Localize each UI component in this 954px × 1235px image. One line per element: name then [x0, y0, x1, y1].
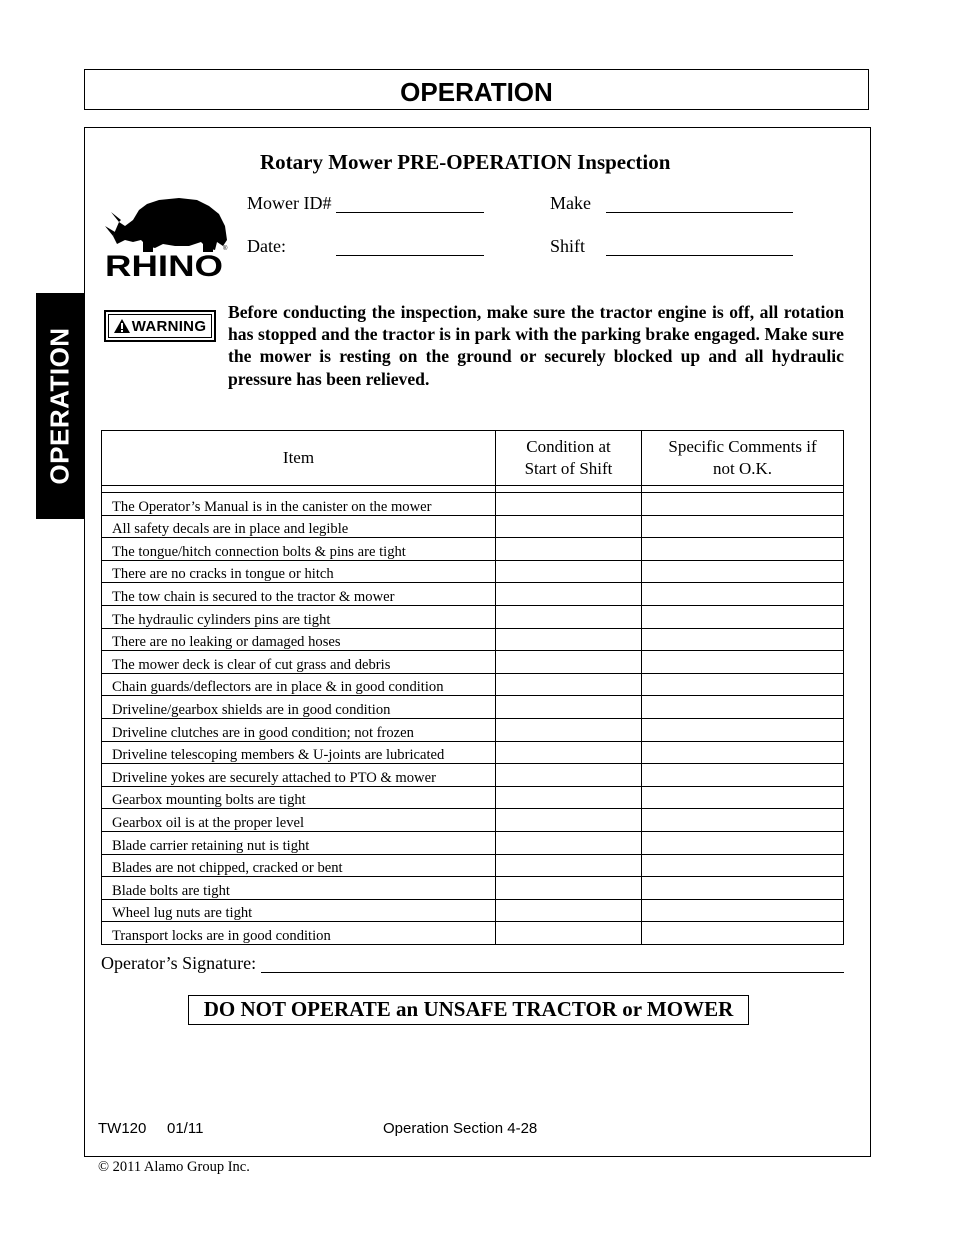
form-title: Rotary Mower PRE-OPERATION Inspection [260, 150, 671, 174]
shift-field[interactable] [606, 255, 793, 256]
section-side-tab [36, 293, 84, 519]
comments-cell[interactable] [642, 764, 844, 787]
checklist-item: Gearbox mounting bolts are tight [102, 786, 496, 809]
checklist-item: Gearbox oil is at the proper level [102, 809, 496, 832]
rhino-logo [103, 196, 235, 280]
footer-date: 01/11 [167, 1120, 204, 1137]
safety-notice-box [188, 995, 749, 1025]
condition-cell[interactable] [496, 605, 642, 628]
footer-model: TW120 [98, 1120, 147, 1137]
comments-cell[interactable] [642, 877, 844, 900]
condition-cell[interactable] [496, 515, 642, 538]
inspection-checklist-table [101, 430, 844, 945]
checklist-row [102, 741, 844, 764]
comments-cell[interactable] [642, 922, 844, 945]
comments-cell[interactable] [642, 696, 844, 719]
condition-cell[interactable] [496, 922, 642, 945]
warning-text: Before conducting the inspection, make sure the tractor engine is off, all rotation has stopped and the tractor is in park with the parking brake engaged. Make sure the mower is resting on the ground or securely blocked up and all hydraulic pressure has been relieved. [228, 302, 844, 389]
column-header-condition: Condition at Start of Shift [496, 431, 642, 486]
date-label: Date: [247, 236, 286, 256]
condition-cell[interactable] [496, 899, 642, 922]
checklist-row [102, 493, 844, 516]
checklist-row [102, 764, 844, 787]
checklist-row [102, 922, 844, 945]
svg-text:®: ® [223, 246, 228, 252]
comments-cell[interactable] [642, 718, 844, 741]
checklist-row [102, 696, 844, 719]
comments-cell[interactable] [642, 605, 844, 628]
condition-cell[interactable] [496, 673, 642, 696]
condition-cell[interactable] [496, 538, 642, 561]
warning-badge [104, 310, 216, 342]
comments-cell[interactable] [642, 831, 844, 854]
checklist-row [102, 718, 844, 741]
checklist-item: The tongue/hitch connection bolts & pins are tight [102, 538, 496, 561]
checklist-item: There are no leaking or damaged hoses [102, 628, 496, 651]
footer-section: Operation Section 4-28 [383, 1120, 538, 1137]
condition-cell[interactable] [496, 831, 642, 854]
checklist-item: The hydraulic cylinders pins are tight [102, 605, 496, 628]
comments-cell[interactable] [642, 899, 844, 922]
checklist-item: The mower deck is clear of cut grass and debris [102, 651, 496, 674]
checklist-item: Wheel lug nuts are tight [102, 899, 496, 922]
comments-cell[interactable] [642, 538, 844, 561]
checklist-item: Transport locks are in good condition [102, 922, 496, 945]
checklist-item: Driveline/gearbox shields are in good condition [102, 696, 496, 719]
comments-cell[interactable] [642, 651, 844, 674]
checklist-item: Chain guards/deflectors are in place & in good condition [102, 673, 496, 696]
condition-cell[interactable] [496, 786, 642, 809]
comments-cell[interactable] [642, 673, 844, 696]
operator-signature-field[interactable] [261, 972, 844, 973]
shift-label: Shift [550, 236, 586, 256]
checklist-row [102, 809, 844, 832]
condition-cell[interactable] [496, 764, 642, 787]
safety-notice-text: DO NOT OPERATE an UNSAFE TRACTOR or MOWER [203, 997, 734, 1021]
page-title: OPERATION [400, 77, 553, 107]
date-field[interactable] [336, 255, 484, 256]
checklist-row [102, 786, 844, 809]
checklist-item: Blade bolts are tight [102, 877, 496, 900]
comments-cell[interactable] [642, 786, 844, 809]
comments-cell[interactable] [642, 493, 844, 516]
checklist-row [102, 560, 844, 583]
comments-cell[interactable] [642, 628, 844, 651]
checklist-row [102, 673, 844, 696]
checklist-row [102, 538, 844, 561]
condition-cell[interactable] [496, 696, 642, 719]
checklist-item: The tow chain is secured to the tractor & mower [102, 583, 496, 606]
condition-cell[interactable] [496, 877, 642, 900]
checklist-row [102, 628, 844, 651]
checklist-item: Driveline yokes are securely attached to PTO & mower [102, 764, 496, 787]
logo-wordmark: RHINO [105, 250, 223, 280]
condition-cell[interactable] [496, 718, 642, 741]
footer-copyright: © 2011 Alamo Group Inc. [98, 1159, 250, 1175]
condition-cell[interactable] [496, 741, 642, 764]
checklist-row [102, 515, 844, 538]
operator-signature-label: Operator’s Signature: [101, 953, 257, 973]
checklist-item: All safety decals are in place and legible [102, 515, 496, 538]
comments-cell[interactable] [642, 515, 844, 538]
column-header-comments: Specific Comments if not O.K. [642, 431, 844, 486]
mower-id-label: Mower ID# [247, 193, 332, 213]
condition-cell[interactable] [496, 651, 642, 674]
comments-cell[interactable] [642, 741, 844, 764]
checklist-item: Blade carrier retaining nut is tight [102, 831, 496, 854]
make-field[interactable] [606, 212, 793, 213]
side-tab-label: OPERATION [44, 327, 75, 485]
comments-cell[interactable] [642, 854, 844, 877]
checklist-row [102, 831, 844, 854]
checklist-item: Blades are not chipped, cracked or bent [102, 854, 496, 877]
checklist-row [102, 877, 844, 900]
condition-cell[interactable] [496, 493, 642, 516]
checklist-row [102, 583, 844, 606]
condition-cell[interactable] [496, 809, 642, 832]
mower-id-field[interactable] [336, 212, 484, 213]
checklist-item: There are no cracks in tongue or hitch [102, 560, 496, 583]
warning-badge-label: WARNING [131, 317, 207, 335]
column-header-item: Item [102, 431, 496, 486]
page-header [84, 69, 869, 110]
comments-cell[interactable] [642, 583, 844, 606]
checklist-row [102, 651, 844, 674]
checklist-item: Driveline telescoping members & U-joints are lubricated [102, 741, 496, 764]
checklist-item: The Operator’s Manual is in the canister on the mower [102, 493, 496, 516]
checklist-item: Driveline clutches are in good condition; not frozen [102, 718, 496, 741]
condition-cell[interactable] [496, 583, 642, 606]
make-label: Make [550, 193, 591, 213]
comments-cell[interactable] [642, 809, 844, 832]
checklist-row [102, 605, 844, 628]
condition-cell[interactable] [496, 854, 642, 877]
condition-cell[interactable] [496, 560, 642, 583]
comments-cell[interactable] [642, 560, 844, 583]
checklist-row [102, 854, 844, 877]
warning-triangle-icon [114, 319, 130, 333]
condition-cell[interactable] [496, 628, 642, 651]
checklist-row [102, 899, 844, 922]
